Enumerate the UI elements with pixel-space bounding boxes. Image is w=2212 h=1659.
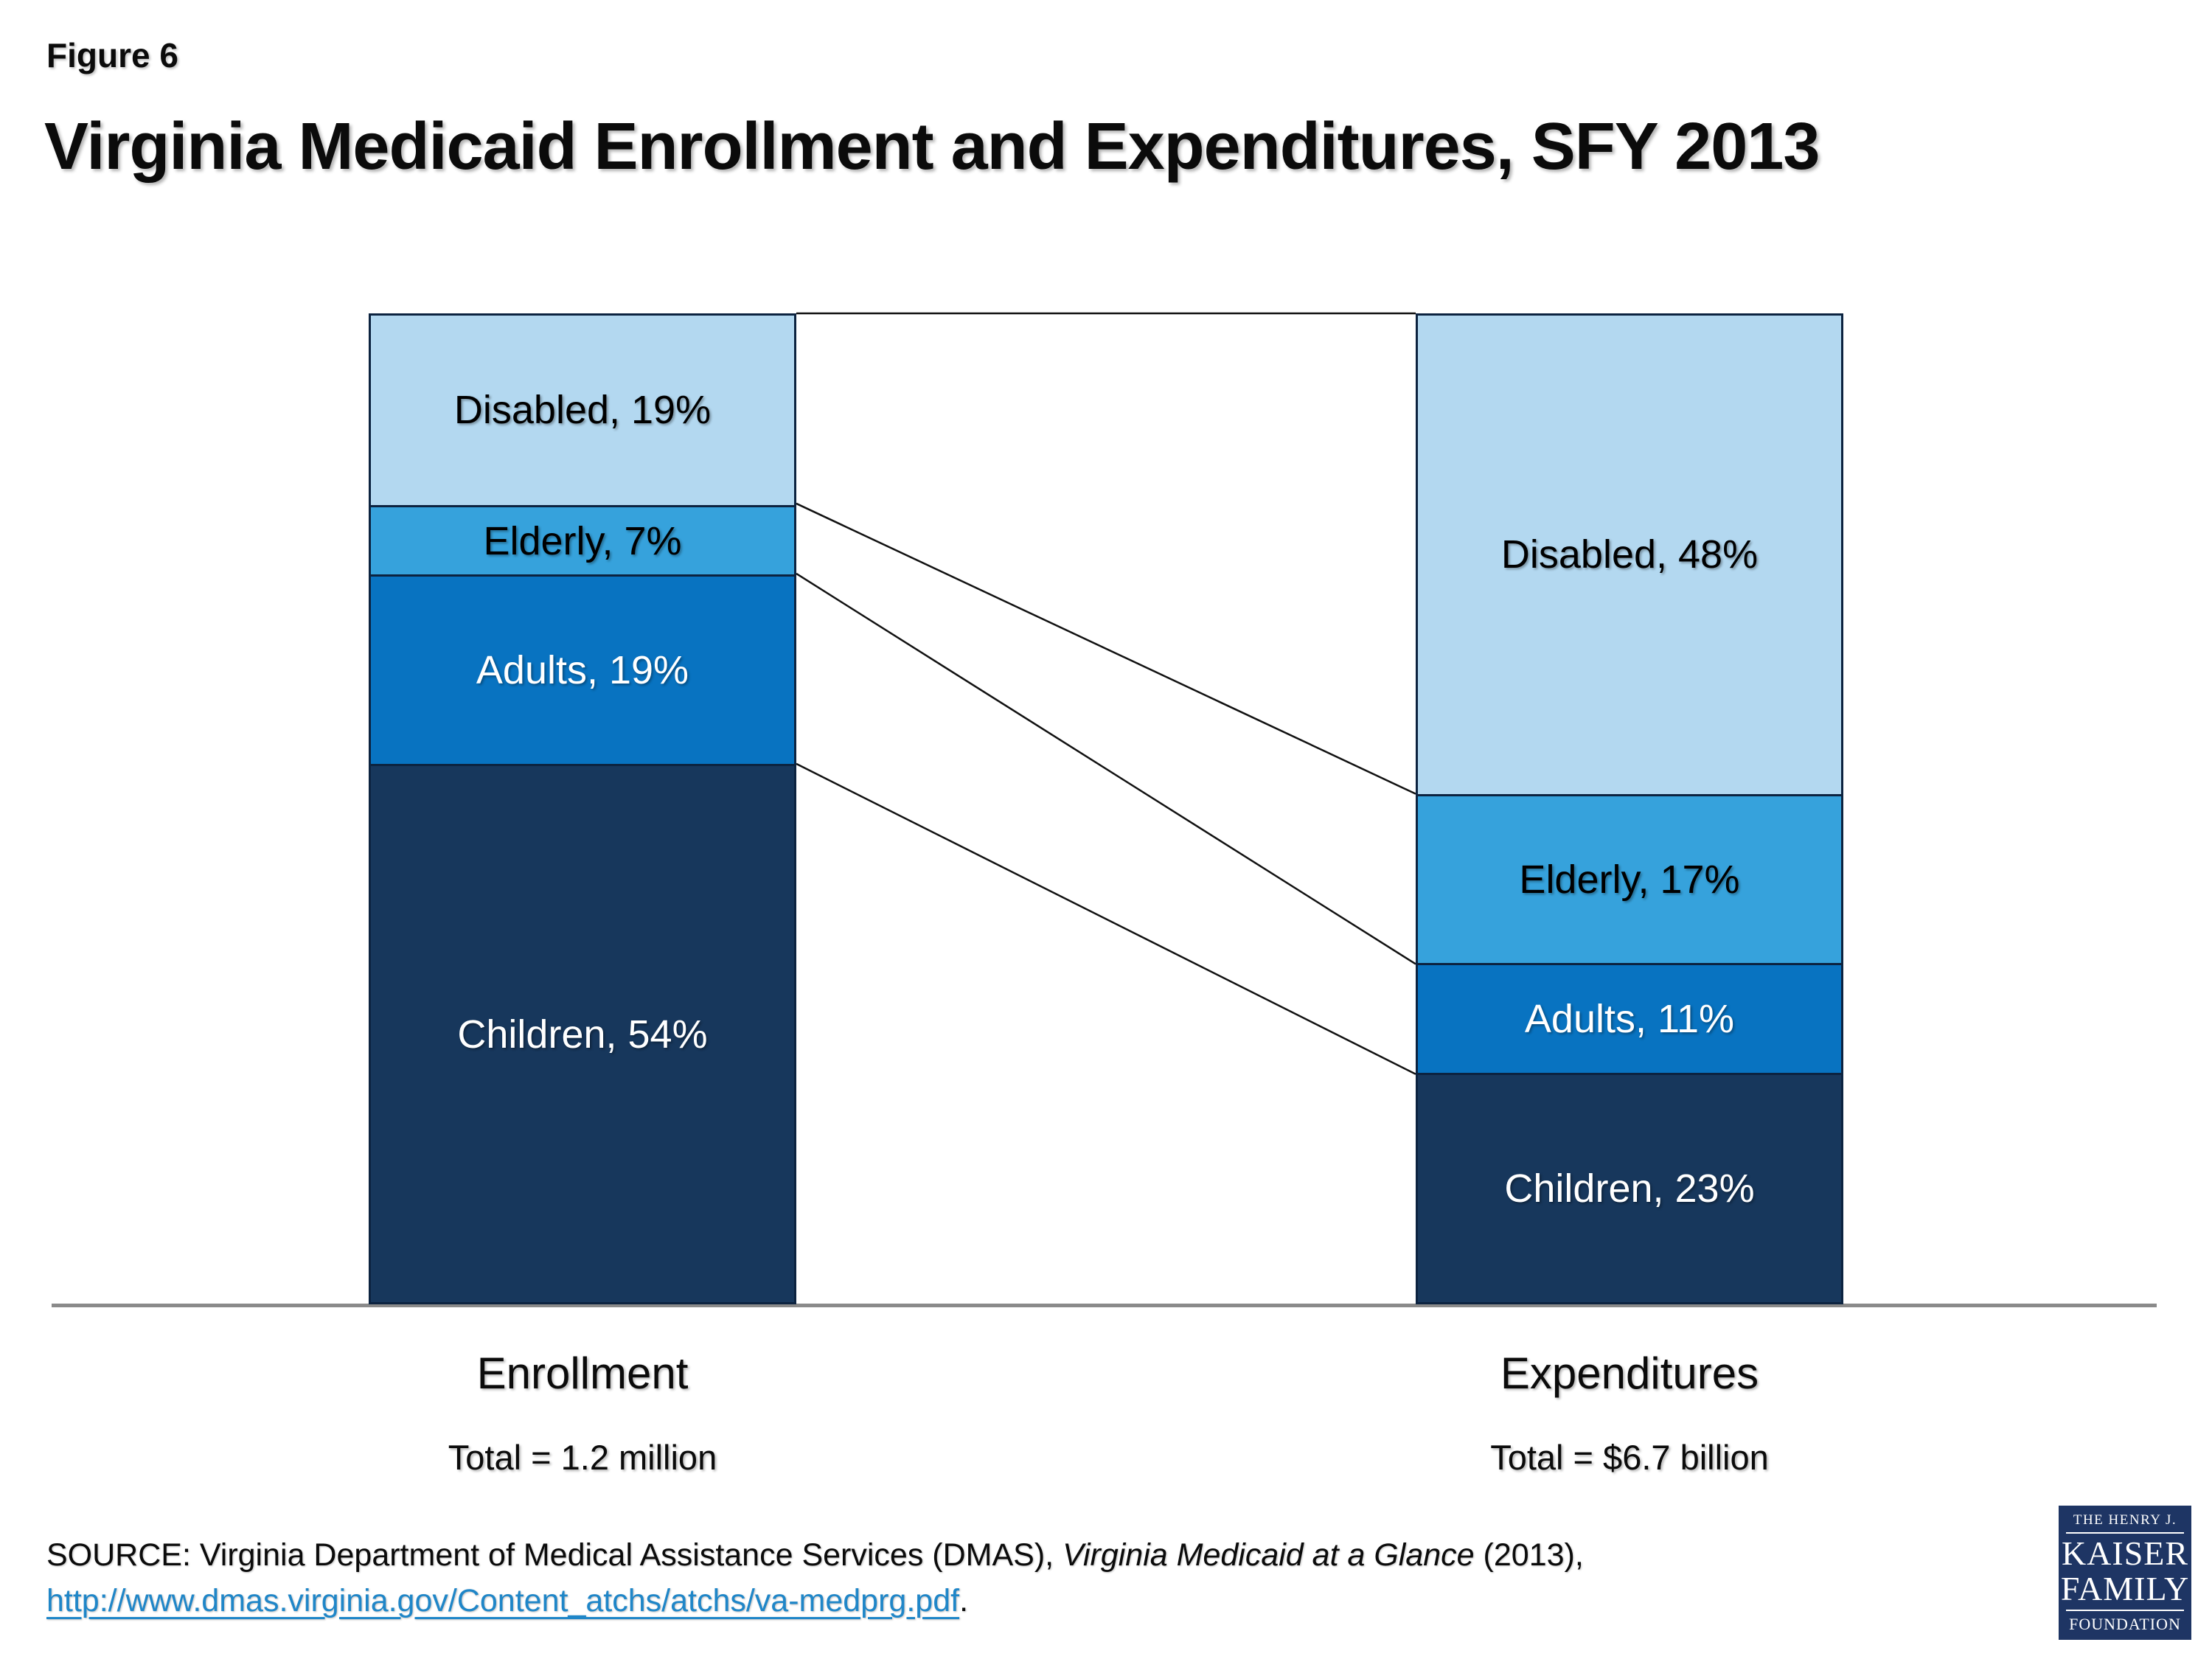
segment-label-enrollment-disabled: Disabled, 19% [453, 388, 712, 433]
segment-enrollment-children [371, 764, 794, 1302]
segment-enrollment-disabled [371, 316, 794, 505]
bar-expenditures [1416, 313, 1843, 1304]
segment-label-expenditures-adults: Adults, 11% [1524, 997, 1735, 1042]
kff-logo-kaiser: KAISER [2061, 1534, 2189, 1572]
segment-expenditures-disabled [1418, 316, 1841, 794]
source-link-period: . [959, 1583, 969, 1618]
kff-logo [2059, 1506, 2191, 1640]
source-note [46, 1532, 1584, 1624]
segment-enrollment-elderly [371, 505, 794, 575]
segment-label-expenditures-children: Children, 23% [1504, 1166, 1755, 1211]
page-title: Virginia Medicaid Enrollment and Expenditures, SFY 2013 [44, 110, 1820, 184]
source-link[interactable]: http://www.dmas.virginia.gov/Content_atchs/atchs/va-medprg.pdf [46, 1583, 960, 1618]
bar-enrollment [369, 313, 796, 1304]
total-enrollment: Total = 1.2 million [448, 1437, 717, 1477]
figure-label: Figure 6 [46, 36, 178, 74]
segment-label-enrollment-children: Children, 54% [457, 1012, 708, 1057]
source-line-2 [46, 1578, 1584, 1624]
segment-expenditures-adults [1418, 963, 1841, 1073]
source-publication-title: Virginia Medicaid at a Glance [1062, 1537, 1475, 1573]
kff-logo-foundation: FOUNDATION [2066, 1610, 2184, 1634]
segment-label-expenditures-elderly: Elderly, 17% [1519, 858, 1740, 902]
source-year: (2013), [1474, 1537, 1584, 1573]
total-expenditures: Total = $6.7 billion [1490, 1437, 1769, 1477]
axis-label-expenditures: Expenditures [1500, 1348, 1759, 1398]
segment-enrollment-adults [371, 574, 794, 764]
kff-logo-henry-j: THE HENRY J. [2066, 1512, 2184, 1534]
source-line-1 [46, 1532, 1584, 1578]
segment-label-expenditures-disabled: Disabled, 48% [1500, 532, 1759, 577]
segment-expenditures-children [1418, 1073, 1841, 1302]
segment-expenditures-elderly [1418, 794, 1841, 964]
kff-logo-family: FAMILY [2060, 1569, 2190, 1607]
segment-label-enrollment-adults: Adults, 19% [476, 648, 689, 693]
segment-label-enrollment-elderly: Elderly, 7% [483, 518, 682, 563]
axis-label-enrollment: Enrollment [476, 1348, 689, 1398]
source-text: SOURCE: Virginia Department of Medical Assistance Services (DMAS), [46, 1537, 1063, 1573]
